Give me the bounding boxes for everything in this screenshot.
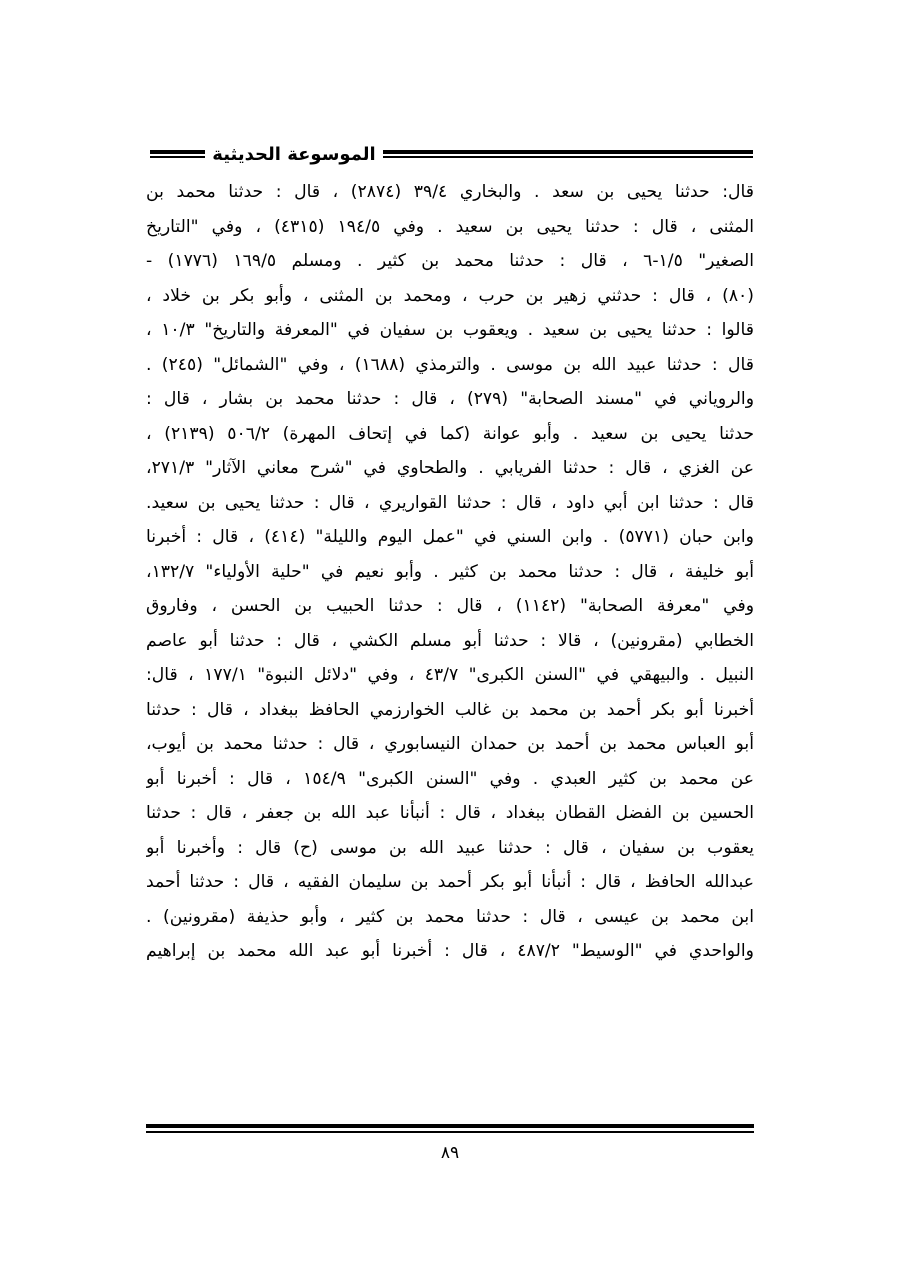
- header-rule-left: [150, 150, 205, 158]
- text-line: الحسين بن الفضل القطان ببغداد ، قال : أنبأنا عبد الله بن جعفر ، قال : حدثنا: [146, 803, 754, 823]
- text-line: النبيل . والبيهقي في "السنن الكبرى" ٤٣/٧ ، وفي "دلائل النبوة" ١٧٧/١ ، قال:: [146, 665, 754, 685]
- running-header: [145, 138, 755, 172]
- text-line: الصغير" ١/٥-٦ ، قال : حدثنا محمد بن كثير . ومسلم ١٦٩/٥ (١٧٧٦) -: [146, 251, 754, 271]
- text-line: (٨٠) ، قال : حدثني زهير بن حرب ، ومحمد بن المثنى ، وأبو بكر بن خلاد ،: [146, 285, 754, 306]
- text-line: عبدالله الحافظ ، قال : أنبأنا أبو بكر أحمد بن سليمان الفقيه ، قال : حدثنا أحمد: [146, 872, 754, 892]
- text-line: ابن محمد بن عيسى ، قال : حدثنا محمد بن كثير ، وأبو حذيفة (مقرونين) .: [146, 906, 754, 927]
- text-line: حدثنا يحيى بن سعيد . وأبو عوانة (كما في إتحاف المهرة) ٥٠٦/٢ (٢١٣٩) ،: [146, 423, 754, 444]
- text-line: قال: حدثنا يحيى بن سعد . والبخاري ٣٩/٤ (٢٨٧٤) ، قال : حدثنا محمد بن: [146, 182, 754, 202]
- text-line: أبو العباس محمد بن أحمد بن حمدان النيسابوري ، قال : حدثنا محمد بن أيوب،: [146, 734, 754, 754]
- text-line: وابن حبان (٥٧٧١) . وابن السني في "عمل اليوم والليلة" (٤١٤) ، قال : أخبرنا: [146, 527, 754, 547]
- text-line: قال : حدثنا عبيد الله بن موسى . والترمذي (١٦٨٨) ، وفي "الشمائل" (٢٤٥) .: [146, 354, 754, 375]
- text-line: يعقوب بن سفيان ، قال : حدثنا عبيد الله بن موسى (ح) قال : وأخبرنا أبو: [146, 837, 754, 858]
- text-line: عن محمد بن كثير العبدي . وفي "السنن الكبرى" ١٥٤/٩ ، قال : أخبرنا أبو: [146, 768, 754, 789]
- text-line: والواحدي في "الوسيط" ٤٨٧/٢ ، قال : أخبرنا أبو عبد الله محمد بن إبراهيم: [146, 941, 754, 961]
- text-line: عن الغزي ، قال : حدثنا الفريابي . والطحاوي في "شرح معاني الآثار" ٢٧١/٣،: [146, 458, 754, 478]
- text-line: أخبرنا أبو بكر أحمد بن محمد بن غالب الخوارزمي الحافظ ببغداد ، قال : حدثنا: [146, 699, 754, 720]
- text-line: والروياني في "مسند الصحابة" (٢٧٩) ، قال : حدثنا محمد بن بشار ، قال :: [146, 389, 754, 409]
- text-line: الخطابي (مقرونين) ، قالا : حدثنا أبو مسلم الكشي ، قال : حدثنا أبو عاصم: [146, 630, 754, 651]
- header-rule-right: [383, 150, 753, 158]
- text-line: وفي "معرفة الصحابة" (١١٤٢) ، قال : حدثنا الحبيب بن الحسن ، وفاروق: [146, 596, 754, 616]
- text-line: أبو خليفة ، قال : حدثنا محمد بن كثير . وأبو نعيم في "حلية الأولياء" ١٣٢/٧،: [146, 561, 754, 582]
- footer-rule: [146, 1124, 754, 1134]
- header-title: الموسوعة الحديثية: [212, 144, 376, 165]
- body-text: [146, 175, 754, 969]
- text-line: المثنى ، قال : حدثنا يحيى بن سعيد . وفي ١٩٤/٥ (٤٣١٥) ، وفي "التاريخ: [146, 216, 754, 237]
- page-number: ٨٩: [440, 1143, 460, 1163]
- text-line: قالوا : حدثنا يحيى بن سعيد . ويعقوب بن سفيان في "المعرفة والتاريخ" ١٠/٣ ،: [146, 320, 754, 340]
- text-line: قال : حدثنا ابن أبي داود ، قال : حدثنا القواريري ، قال : حدثنا يحيى بن سعيد.: [146, 492, 754, 513]
